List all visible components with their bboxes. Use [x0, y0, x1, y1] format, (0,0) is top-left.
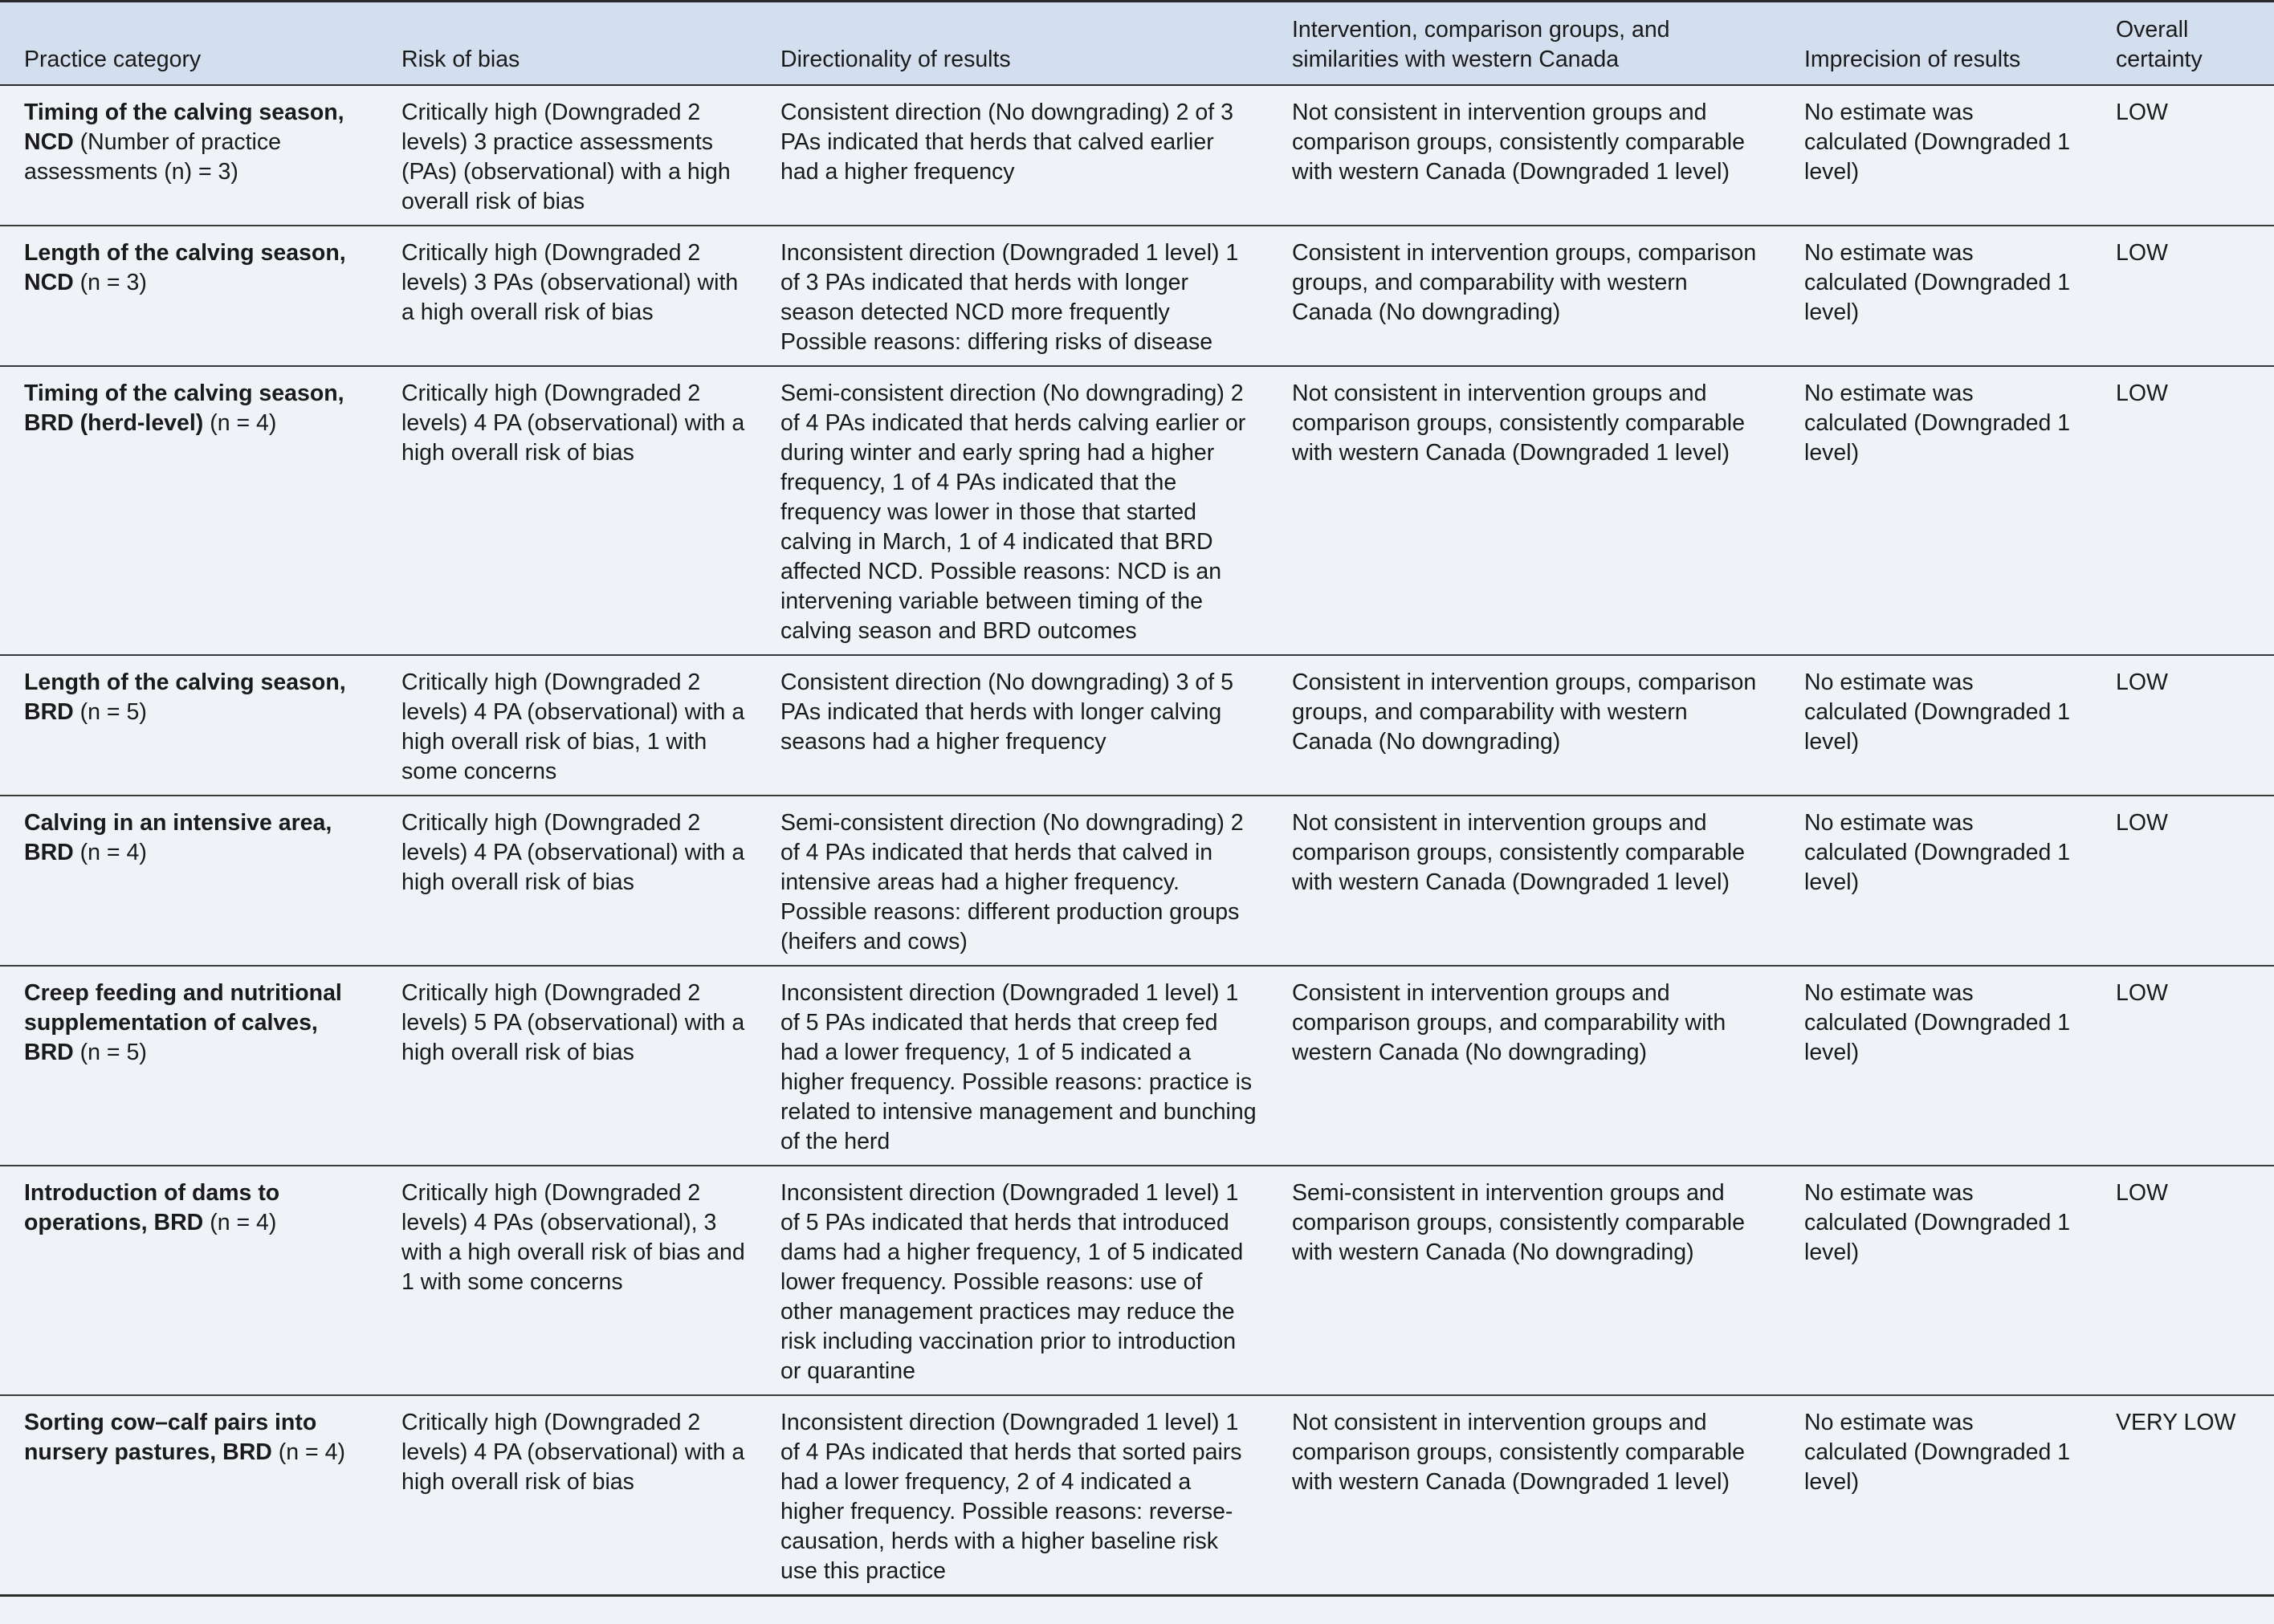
overall-certainty-cell: LOW — [2092, 966, 2274, 1166]
table-body — [0, 85, 2274, 1596]
directionality-cell: Inconsistent direction (Downgraded 1 level) 1 of 3 PAs indicated that herds with longer season detected NCD more frequently Possible reasons: differing risks of disease — [756, 226, 1268, 366]
risk-of-bias-cell: Critically high (Downgraded 2 levels) 4 PA (observational) with a high overall risk of bias — [377, 1395, 756, 1596]
table-row — [0, 1395, 2274, 1596]
practice-category-name: Timing of the calving season, BRD (herd-level) — [24, 381, 344, 436]
intervention-cell: Consistent in intervention groups and comparison groups, and comparability with western Canada (No downgrading) — [1268, 966, 1780, 1166]
practice-category-cell — [0, 1166, 377, 1395]
practice-category-cell — [0, 796, 377, 966]
table-row — [0, 226, 2274, 366]
intervention-cell: Semi-consistent in intervention groups and comparison groups, consistently comparable with western Canada (No downgrading) — [1268, 1166, 1780, 1395]
table-row — [0, 1166, 2274, 1395]
risk-of-bias-cell: Critically high (Downgraded 2 levels) 3 practice assessments (PAs) (observational) with a high overall risk of bias — [377, 85, 756, 226]
directionality-cell: Semi-consistent direction (No downgrading) 2 of 4 PAs indicated that herds that calved in intensive areas had a higher frequency. Possible reasons: different production groups (heifers and cows) — [756, 796, 1268, 966]
imprecision-cell: No estimate was calculated (Downgraded 1 level) — [1780, 966, 2092, 1166]
overall-certainty-cell: LOW — [2092, 796, 2274, 966]
directionality-cell: Semi-consistent direction (No downgrading) 2 of 4 PAs indicated that herds calving earlier or during winter and early spring had a higher frequency, 1 of 4 PAs indicated that the frequency was lower in those that started calving in March, 1 of 4 indicated that BRD affected NCD. Possible reasons: NCD is an intervening variable between timing of the calving season and BRD outcomes — [756, 366, 1268, 655]
practice-category-count: (n = 4) — [73, 840, 147, 865]
practice-category-cell — [0, 366, 377, 655]
practice-category-count: (n = 5) — [73, 1040, 147, 1065]
overall-certainty-cell: LOW — [2092, 1166, 2274, 1395]
overall-certainty-cell: LOW — [2092, 655, 2274, 796]
practice-category-cell — [0, 966, 377, 1166]
directionality-cell: Consistent direction (No downgrading) 3 of 5 PAs indicated that herds with longer calving seasons had a higher frequency — [756, 655, 1268, 796]
risk-of-bias-cell: Critically high (Downgraded 2 levels) 4 PA (observational) with a high overall risk of bias — [377, 796, 756, 966]
practice-category-count: (n = 3) — [73, 270, 147, 295]
practice-category-cell — [0, 226, 377, 366]
imprecision-cell: No estimate was calculated (Downgraded 1 level) — [1780, 366, 2092, 655]
header-overall-certainty: Overall certainty — [2092, 2, 2274, 86]
practice-category-cell — [0, 85, 377, 226]
table-row — [0, 85, 2274, 226]
practice-category-name: Sorting cow–calf pairs into nursery pastures, BRD — [24, 1410, 317, 1465]
risk-of-bias-cell: Critically high (Downgraded 2 levels) 4 PAs (observational), 3 with a high overall risk of bias and 1 with some concerns — [377, 1166, 756, 1395]
practice-category-count: (n = 4) — [271, 1439, 345, 1465]
practice-category-name: Introduction of dams to operations, BRD — [24, 1180, 280, 1235]
header-intervention-comparison: Intervention, comparison groups, and similarities with western Canada — [1268, 2, 1780, 86]
imprecision-cell: No estimate was calculated (Downgraded 1 level) — [1780, 85, 2092, 226]
practice-category-name: Creep feeding and nutritional supplementation of calves, BRD — [24, 980, 342, 1065]
directionality-cell: Inconsistent direction (Downgraded 1 level) 1 of 5 PAs indicated that herds that creep fed had a lower frequency, 1 of 5 indicated a higher frequency. Possible reasons: practice is related to intensive management and bunching of the herd — [756, 966, 1268, 1166]
intervention-cell: Not consistent in intervention groups and comparison groups, consistently comparable with western Canada (Downgraded 1 level) — [1268, 796, 1780, 966]
overall-certainty-cell: VERY LOW — [2092, 1395, 2274, 1596]
intervention-cell: Not consistent in intervention groups and comparison groups, consistently comparable with western Canada (Downgraded 1 level) — [1268, 1395, 1780, 1596]
practice-category-cell — [0, 1395, 377, 1596]
overall-certainty-cell: LOW — [2092, 85, 2274, 226]
table-row — [0, 966, 2274, 1166]
intervention-cell: Consistent in intervention groups, comparison groups, and comparability with western Canada (No downgrading) — [1268, 655, 1780, 796]
practice-category-name: Length of the calving season, BRD — [24, 670, 346, 725]
overall-certainty-cell: LOW — [2092, 226, 2274, 366]
table-row — [0, 655, 2274, 796]
practice-category-cell — [0, 655, 377, 796]
directionality-cell: Inconsistent direction (Downgraded 1 level) 1 of 4 PAs indicated that herds that sorted pairs had a lower frequency, 2 of 4 indicated a higher frequency. Possible reasons: reverse-causation, herds with a higher baseline risk use this practice — [756, 1395, 1268, 1596]
practice-category-count: (Number of practice assessments (n) = 3) — [24, 129, 281, 185]
risk-of-bias-cell: Critically high (Downgraded 2 levels) 5 PA (observational) with a high overall risk of bias — [377, 966, 756, 1166]
table-row — [0, 366, 2274, 655]
header-imprecision: Imprecision of results — [1780, 2, 2092, 86]
table-header — [0, 2, 2274, 86]
practice-category-name: Timing of the calving season, NCD — [24, 100, 344, 155]
practice-category-count: (n = 5) — [73, 699, 147, 725]
directionality-cell: Inconsistent direction (Downgraded 1 level) 1 of 5 PAs indicated that herds that introduced dams had a higher frequency, 1 of 5 indicated lower frequency. Possible reasons: use of other management practices may reduce the risk including vaccination prior to introduction or quarantine — [756, 1166, 1268, 1395]
header-risk-of-bias: Risk of bias — [377, 2, 756, 86]
imprecision-cell: No estimate was calculated (Downgraded 1 level) — [1780, 1395, 2092, 1596]
imprecision-cell: No estimate was calculated (Downgraded 1 level) — [1780, 1166, 2092, 1395]
practice-category-name: Length of the calving season, NCD — [24, 240, 346, 295]
intervention-cell: Consistent in intervention groups, comparison groups, and comparability with western Canada (No downgrading) — [1268, 226, 1780, 366]
practice-category-name: Calving in an intensive area, BRD — [24, 810, 332, 865]
table-row — [0, 796, 2274, 966]
practice-category-count: (n = 4) — [203, 1210, 277, 1235]
header-practice-category: Practice category — [0, 2, 377, 86]
directionality-cell: Consistent direction (No downgrading) 2 of 3 PAs indicated that herds that calved earlier had a higher frequency — [756, 85, 1268, 226]
intervention-cell: Not consistent in intervention groups and comparison groups, consistently comparable with western Canada (Downgraded 1 level) — [1268, 85, 1780, 226]
imprecision-cell: No estimate was calculated (Downgraded 1 level) — [1780, 226, 2092, 366]
overall-certainty-cell: LOW — [2092, 366, 2274, 655]
imprecision-cell: No estimate was calculated (Downgraded 1 level) — [1780, 796, 2092, 966]
imprecision-cell: No estimate was calculated (Downgraded 1 level) — [1780, 655, 2092, 796]
risk-of-bias-cell: Critically high (Downgraded 2 levels) 4 PA (observational) with a high overall risk of bias, 1 with some concerns — [377, 655, 756, 796]
risk-of-bias-cell: Critically high (Downgraded 2 levels) 4 PA (observational) with a high overall risk of bias — [377, 366, 756, 655]
header-directionality: Directionality of results — [756, 2, 1268, 86]
practice-category-count: (n = 4) — [203, 410, 277, 436]
header-row — [0, 2, 2274, 86]
risk-of-bias-cell: Critically high (Downgraded 2 levels) 3 PAs (observational) with a high overall risk of bias — [377, 226, 756, 366]
intervention-cell: Not consistent in intervention groups and comparison groups, consistently comparable with western Canada (Downgraded 1 level) — [1268, 366, 1780, 655]
